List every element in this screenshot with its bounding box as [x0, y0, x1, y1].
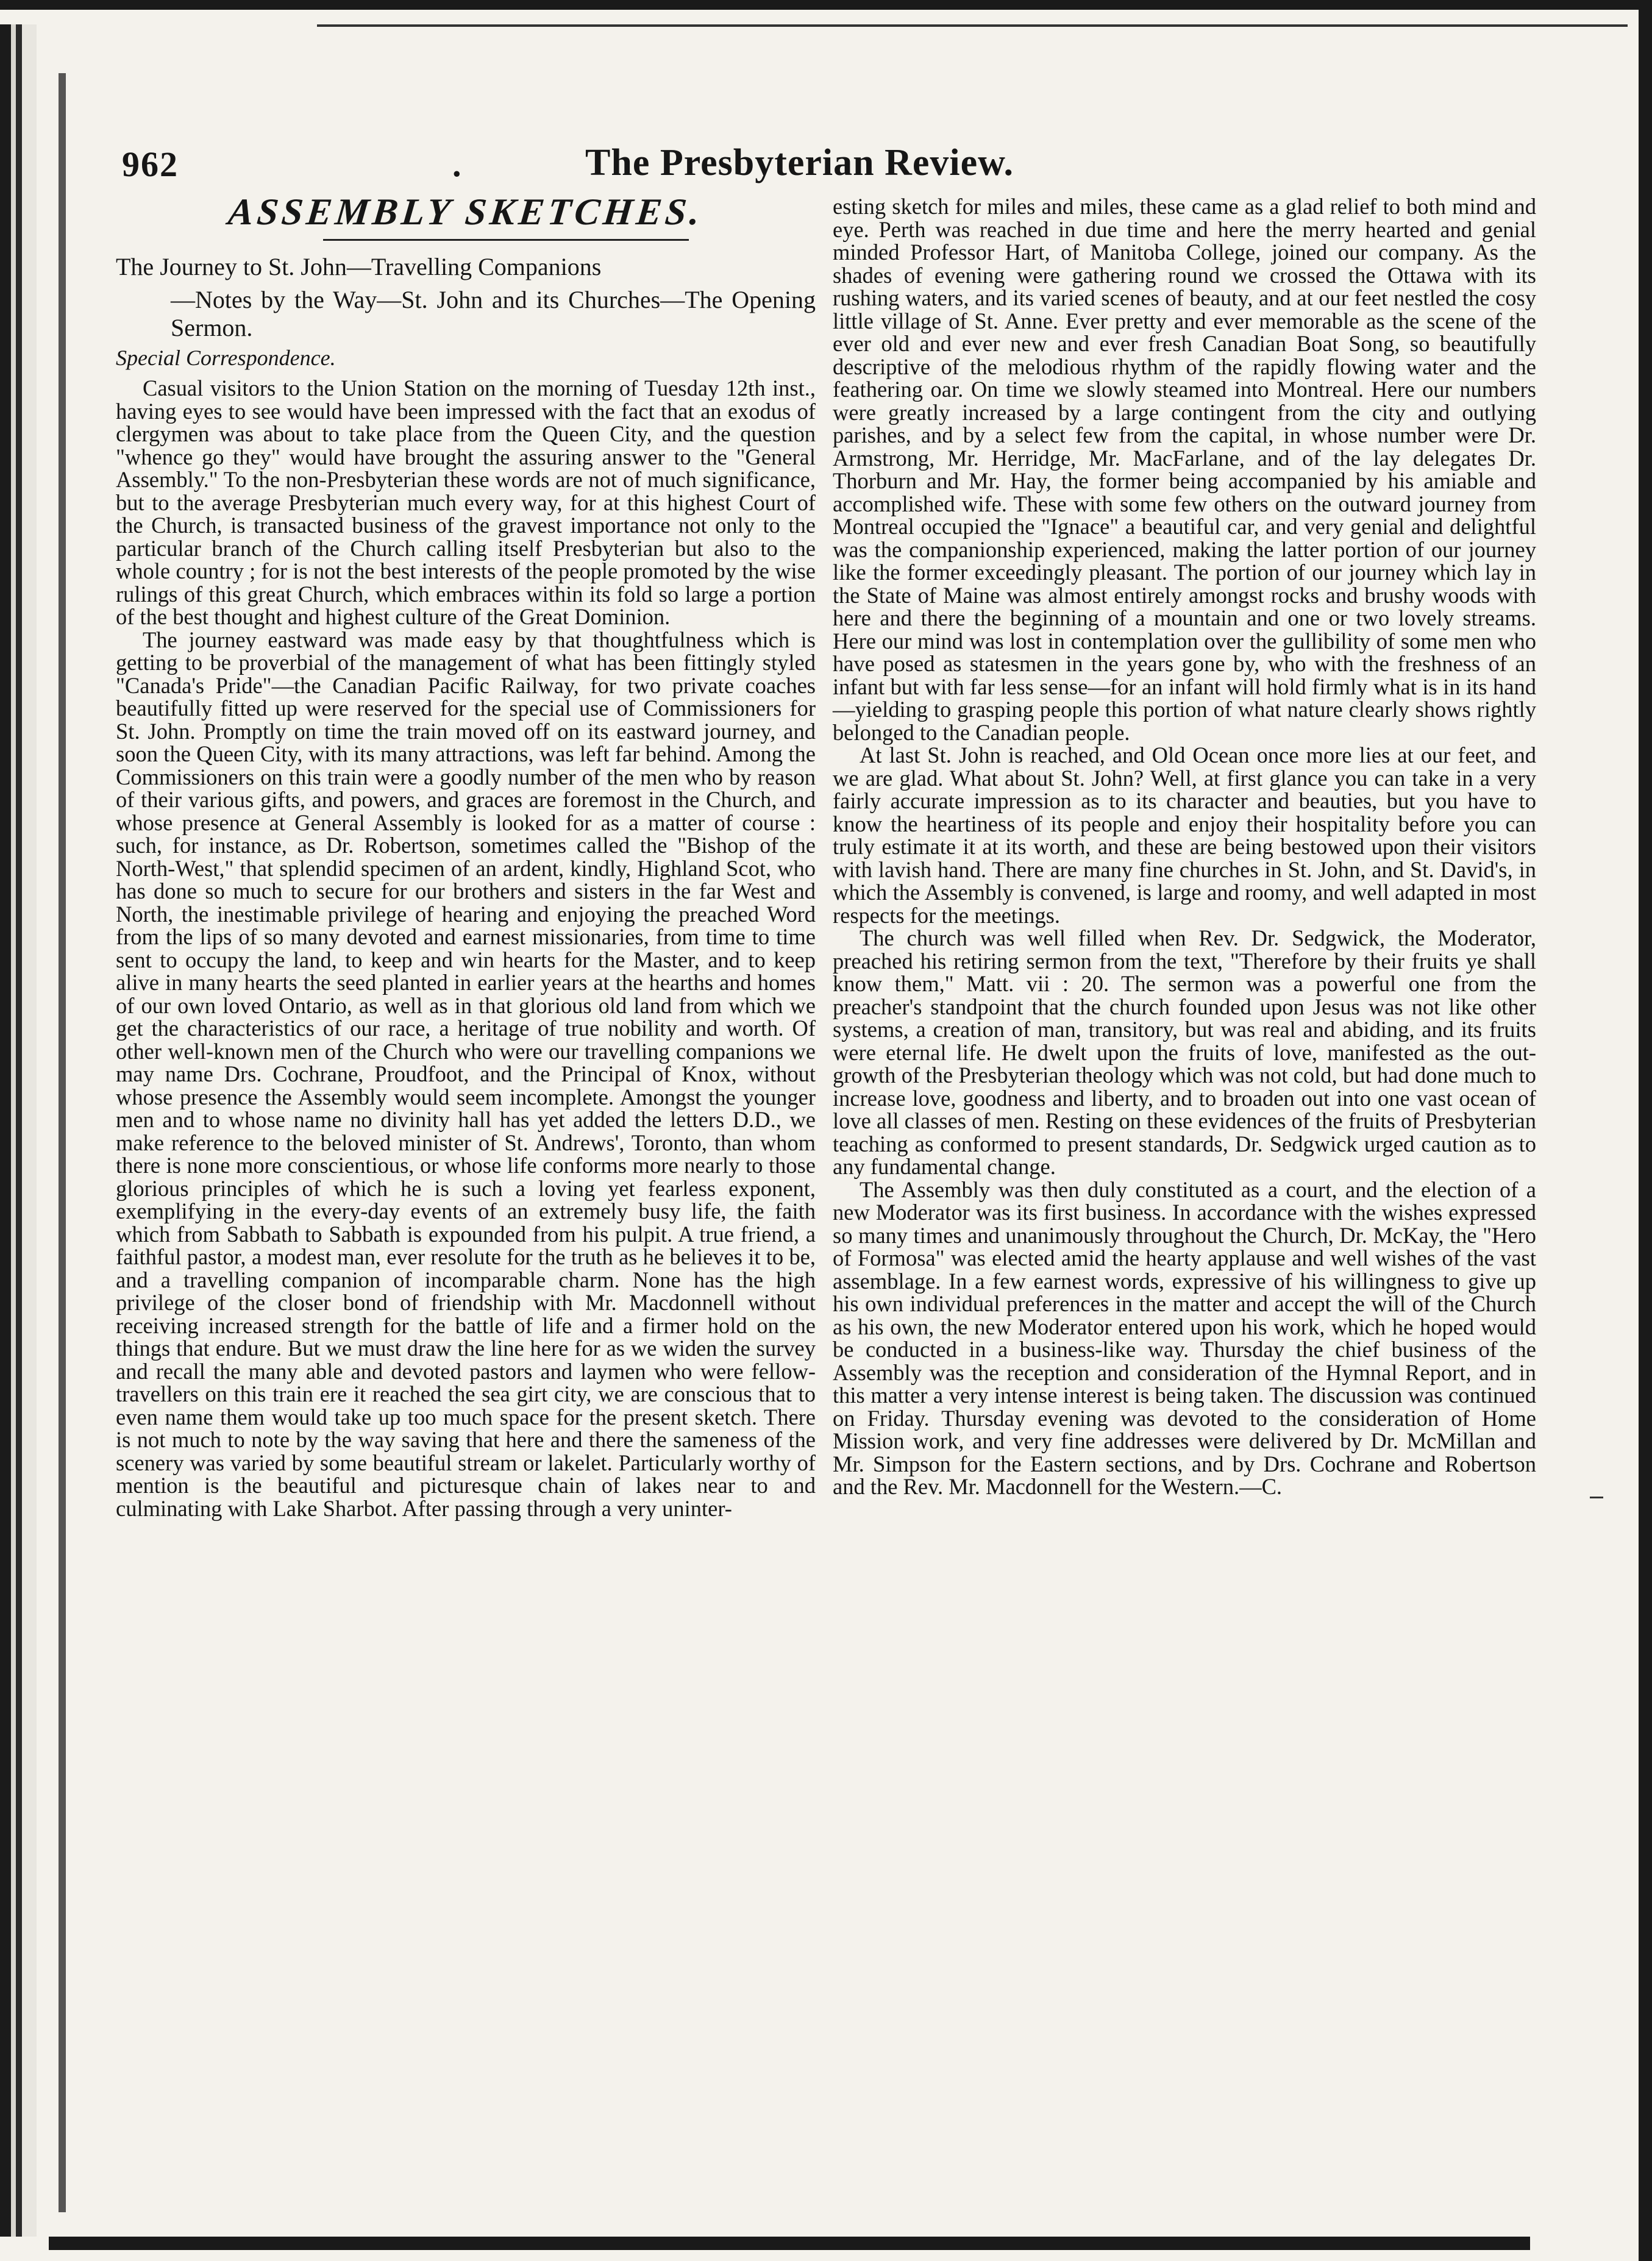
paragraph: Casual visitors to the Union Station on the morning of Tuesday 12th inst., having eyes to see would have been impressed with the fact that an exodus of clergymen was about to take place from the Queen City, and the question "whence go they" would have brought the assuring answer to the "General Assembly." To the non-Presbyterian these words are not of much significance, but to the average Presbyterian much every way, for at this highest Court of the Church, is transacted business of the gravest importance not only to the particular branch of the Church calling itself Presbyterian but also to the whole country ; for is not the best interests of the people promoted by the wise rulings of this great Church, which embraces within its fold so large a portion of the best thought and highest culture of the Great Dominion. [116, 376, 816, 629]
top-thin-rule [317, 24, 1628, 27]
journal-title: The Presbyterian Review. [585, 142, 1014, 183]
byline: Special Correspondence. [116, 345, 336, 370]
bottom-border-rule [49, 2237, 1530, 2250]
subheading-line-2: —Notes by the Way—St. John and its Churches—The Opening Sermon. [171, 285, 816, 341]
left-column [116, 191, 816, 1521]
subheading-line-1: The Journey to St. John—Travelling Companions [116, 252, 602, 280]
article-title: ASSEMBLY SKETCHES. [226, 191, 706, 233]
page-number: 962 [122, 144, 179, 184]
paragraph: At last St. John is reached, and Old Ocean once more lies at our feet, and we are glad. What about St. John? Well, at first glance you can take in a very fairly accurate impression as to its character and beauties, but you have to know the heartiness of its people and enjoy their hospitality before you can truly estimate it at its worth, and these are being bestowed upon their visitors with lavish hand. There are many fine churches in St. John, and St. David's, in which the Assembly is convened, is large and roomy, and well adapted in most respects for the meetings. [833, 742, 1536, 928]
header-dot: . [452, 144, 461, 184]
binding-shadow [59, 73, 66, 2212]
paragraph: The Assembly was then duly constituted as a court, and the election of a new Moderator was its first business. In accordance with the wishes expressed so many times and unanimously throughout the Church, Dr. McKay, the "Hero of Formosa" was elected amid the hearty applause and well wishes of the vast assemblage. In a few earnest words, expressive of his willingness to give up his own individual preferences in the matter and accept the will of the Church as his own, the new Moderator entered upon his work, which he hoped would be conducted in a business-like way. Thursday the chief business of the Assembly was the reception and consideration of the Hymnal Report, and in this matter a very intense interest is being taken. The discussion was continued on Friday. Thursday evening was devoted to the consideration of Home Mission work, and very fine addresses were delivered by Dr. McMillan and Mr. Simpson for the Eastern sections, and by Drs. Cochrane and Robertson and the Rev. Mr. Macdonnell for the Western.—C. [833, 1177, 1536, 1499]
top-border-rule [0, 0, 1652, 10]
right-border [1639, 0, 1652, 2261]
binding-edge [0, 24, 37, 2237]
paragraph: The church was well filled when Rev. Dr. Sedgwick, the Moderator, preached his retiring sermon from the text, "Therefore by their fruits ye shall know them," Matt. vii : 20. The sermon was a powerful one from the preacher's standpoint that the church founded upon Jesus was not like other systems, a creation of man, transitory, but was real and abiding, and its fruits were eternal life. He dwelt upon the fruits of love, manifested as the out-growth of the Presbyterian theology which was not cold, but had done much to increase love, goodness and liberty, and to broaden out into one vast ocean of love all classes of men. Resting on these evidences of the fruits of Presbyterian teaching as conformed to present standards, Dr. Sedgwick urged caution as to any fundamental change. [833, 925, 1536, 1179]
title-underline [323, 239, 689, 241]
right-column [833, 195, 1536, 1498]
margin-dash [1590, 1497, 1603, 1498]
paragraph: esting sketch for miles and miles, these came as a glad relief to both mind and eye. Perth was reached in due time and here the merry hearted and genial minded Professor Hart, of Manitoba College, joined our company. As the shades of evening were gathering round we crossed the Ottawa with its rushing waters, and its varied scenes of beauty, and at our feet nestled the cosy little village of St. Anne. Ever pretty and ever memorable as the scene of the ever old and ever new and ever fresh Canadian Boat Song, so beautifully descriptive of the melodious rhythm of the rapidly flowing water and the feathering oar. On time we slowly steamed into Montreal. Here our numbers were greatly increased by a large contingent from the city and outlying parishes, and by a select few from the capital, in whose number were Dr. Armstrong, Mr. Herridge, Mr. MacFarlane, and of the lay delegates Dr. Thorburn and Mr. Hay, the former being accompanied by his amiable and accomplished wife. These with some few others on the outward journey from Montreal occupied the "Ignace" a beautiful car, and very genial and delightful was the companionship experienced, making the latter portion of our journey like the former exceedingly pleasant. The portion of our journey which lay in the State of Maine was almost entirely amongst rocks and brushy woods with here and there the beginning of a mountain and one or two lovely streams. Here our mind was lost in contemplation over the gullibility of some men who have posed as statesmen in the years gone by, who with the freshness of an infant but with far less sense—for an infant will hold firmly what is in its hand—yielding to grasping people this portion of what nature clearly shows rightly belonged to the Canadian people. [833, 194, 1536, 745]
paragraph: The journey eastward was made easy by that thoughtfulness which is getting to be proverbial of the management of what has been fittingly styled "Canada's Pride"—the Canadian Pacific Railway, for two private coaches beautifully fitted up were reserved for the special use of Commissioners for St. John. Promptly on time the train moved off on its eastward journey, and soon the Queen City, with its many attractions, was left far behind. Among the Commissioners on this train were a goodly number of the men who by reason of their various gifts, and powers, and graces are foremost in the Church, and whose presence at General Assembly is looked for as a matter of course : such, for instance, as Dr. Robertson, sometimes called the "Bishop of the North-West," that splendid specimen of an ardent, kindly, Highland Scot, who has done so much to secure for our brothers and sisters in the far West and North, the inestimable privilege of hearing and enjoying the preached Word from the lips of so many devoted and earnest missionaries, from time to time sent to occupy the land, to keep and win hearts for the Master, and to keep alive in many hearts the seed planted in earlier years at the hearths and homes of our own loved Ontario, as well as in that glorious old land from which we get the characteristics of our race, a heritage of true nobility and worth. Of other well-known men of the Church who were our travelling companions we may name Drs. Cochrane, Proudfoot, and the Principal of Knox, without whose presence the Assembly would seem incomplete. Amongst the younger men and to whose name no divinity hall has yet added the letters D.D., we make reference to the beloved minister of St. Andrews', Toronto, than whom there is none more conscientious, or whose life conforms more nearly to those glorious principles of which he is such a loving yet fearless exponent, exemplifying in the every-day events of an extremely busy life, the faith which from Sabbath to Sabbath is expounded from his pulpit. A true friend, a faithful pastor, a modest man, ever resolute for the truth as he believes it to be, and a travelling companion of incomparable charm. None has the high privilege of the closer bond of friendship with Mr. Macdonnell without receiving increased strength for the battle of life and a firmer hold on the things that endure. But we must draw the line here for as we widen the survey and recall the many able and devoted pastors and laymen who were fellow-travellers on this train ere it reached the sea girt city, we are conscious that to even name them would take up too much space for the present sketch. There is not much to note by the way saving that here and there the sameness of the scenery was varied by some beautiful stream or lakelet. Particularly worthy of mention is the beautiful and picturesque chain of lakes near to and culminating with Lake Sharbot. After passing through a very uninter- [116, 627, 816, 1521]
